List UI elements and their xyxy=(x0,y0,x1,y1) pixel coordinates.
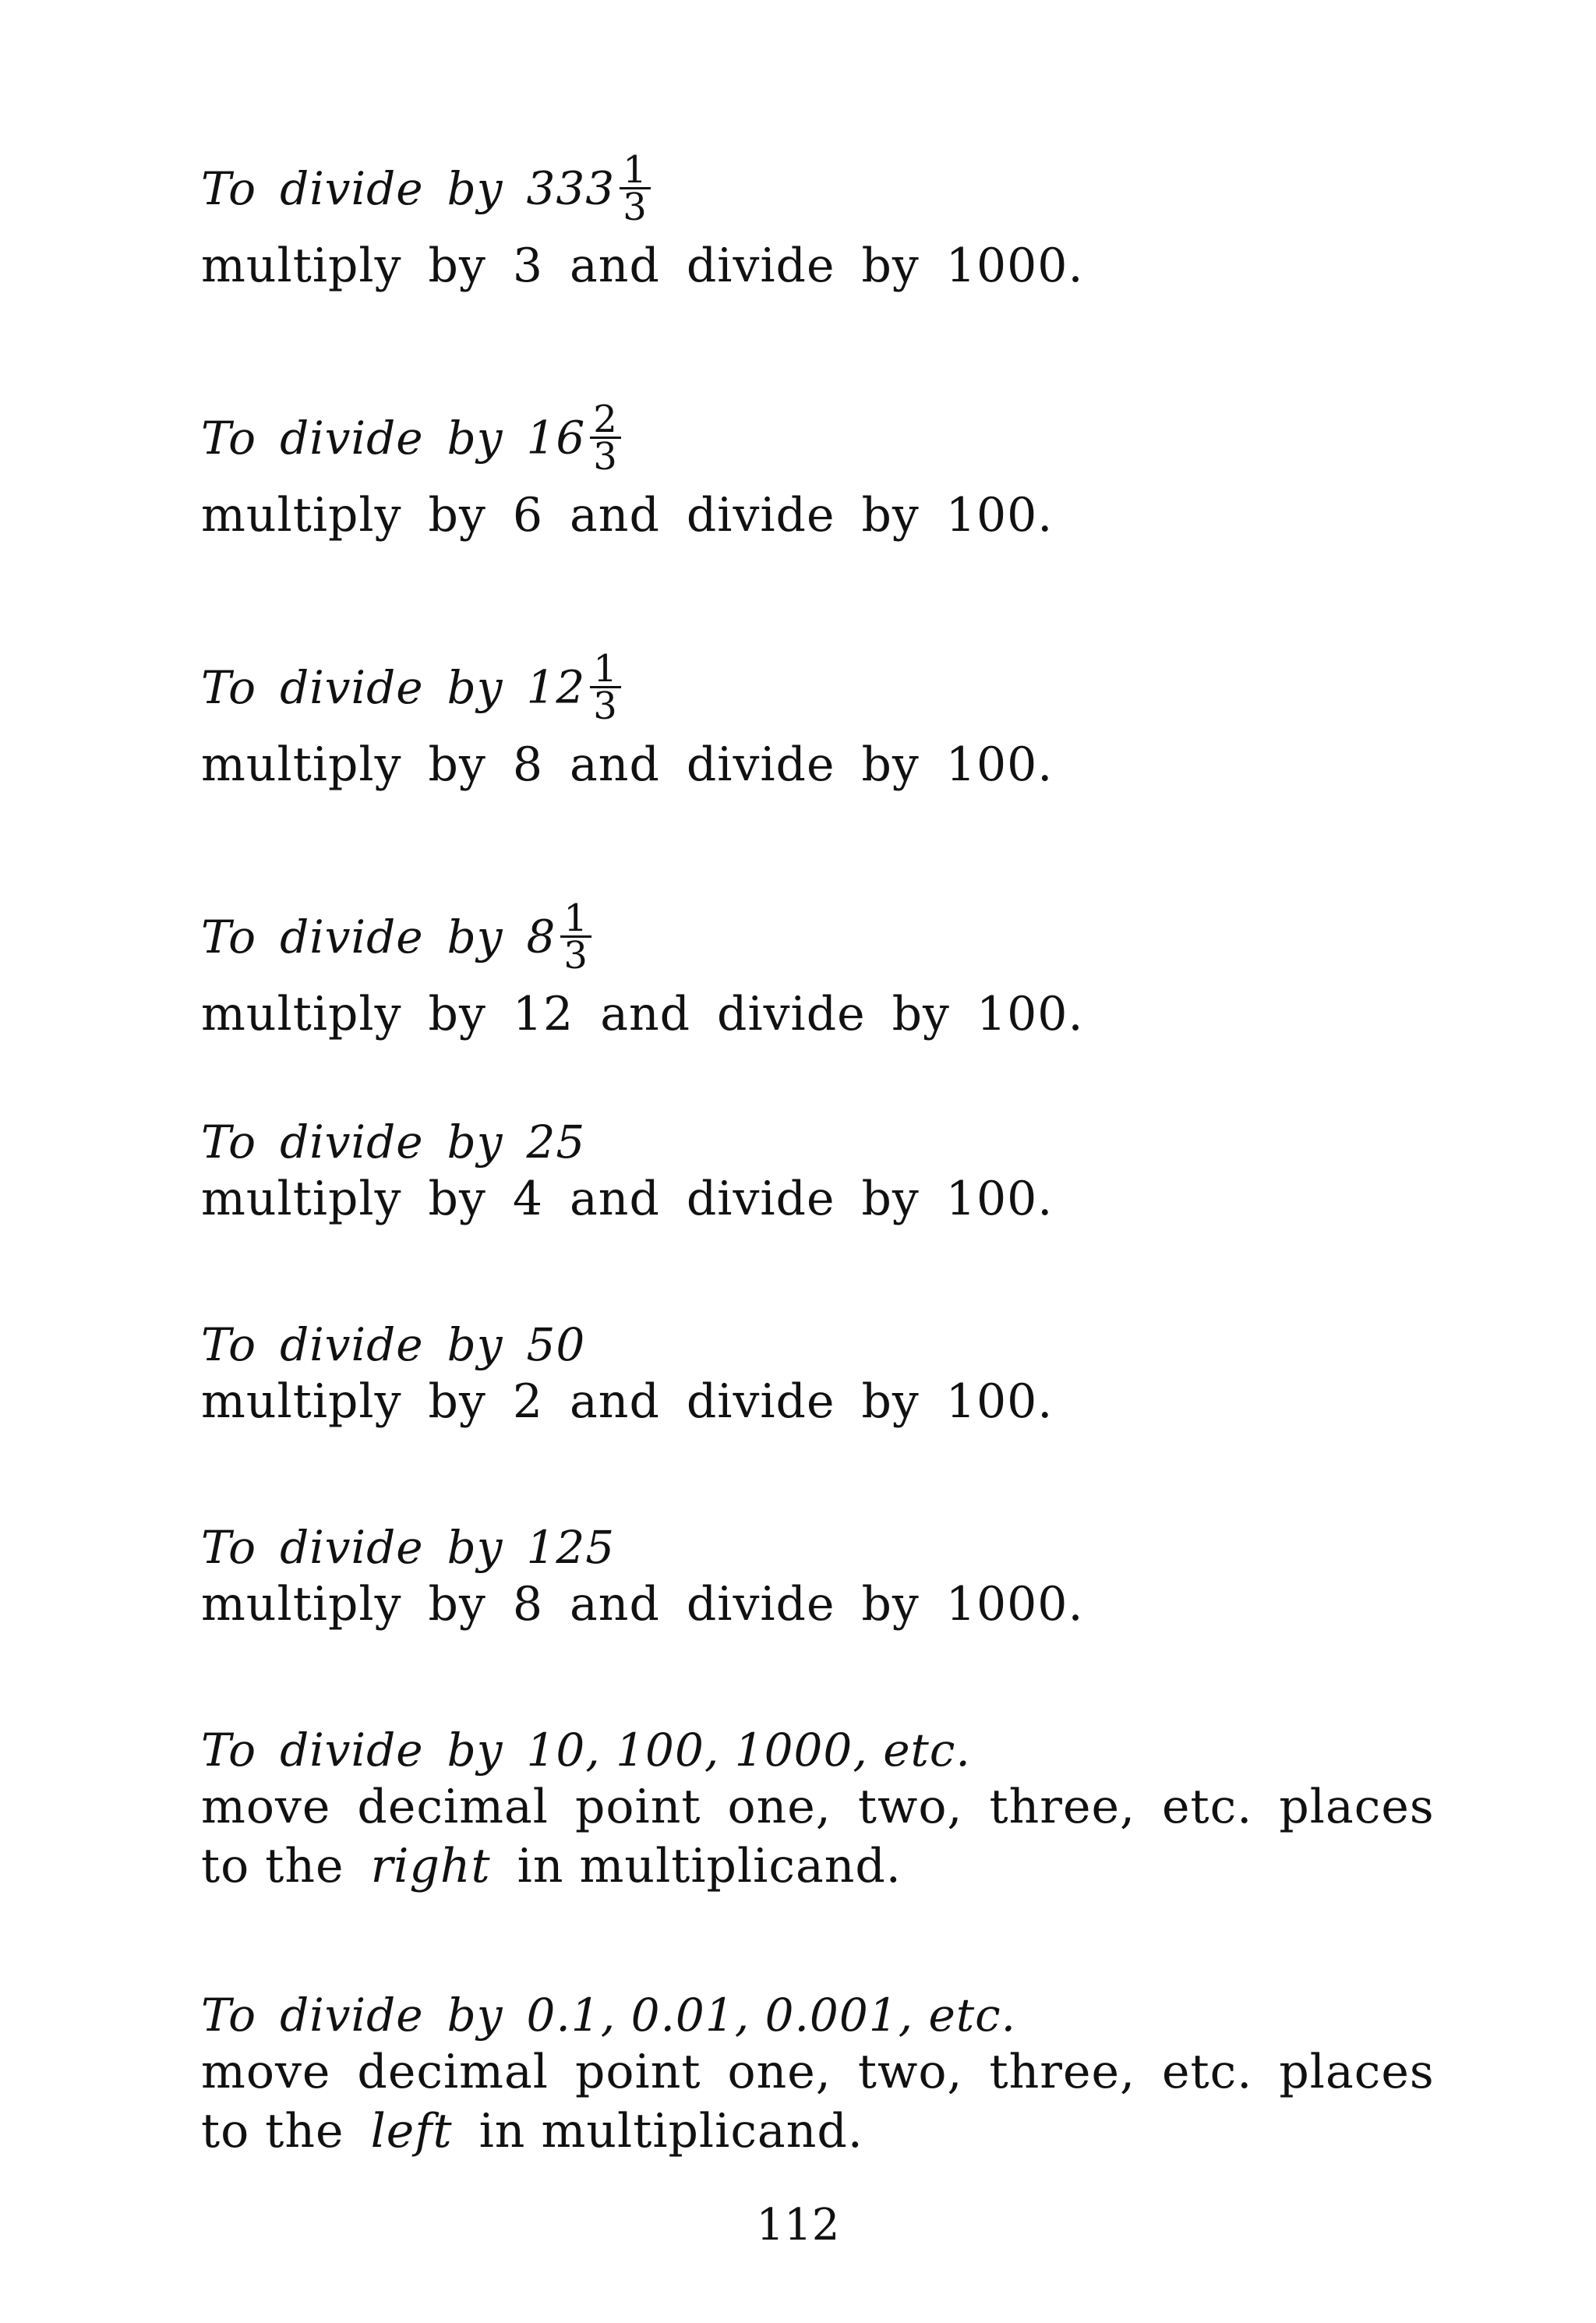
rule-16-two-thirds xyxy=(201,398,1448,545)
heading-word: To xyxy=(201,1521,257,1574)
instruction-word: by xyxy=(428,488,486,543)
rule-heading xyxy=(201,1988,1448,2042)
heading-word: To xyxy=(201,910,257,963)
rule-instruction xyxy=(201,985,1448,1044)
heading-word: To xyxy=(201,1724,257,1777)
instruction-word: one, xyxy=(727,1780,832,1834)
rule-instruction xyxy=(201,735,1448,794)
instruction-word: by xyxy=(861,239,920,293)
instruction-word: by xyxy=(861,1577,920,1632)
instruction-word: two, xyxy=(857,1780,963,1834)
instruction-word: multiply xyxy=(201,1172,402,1226)
heading-word: by xyxy=(447,161,503,215)
instruction-word: 100. xyxy=(945,1172,1054,1226)
instruction-word: by xyxy=(428,737,486,792)
rule-333-one-third xyxy=(201,148,1448,295)
instruction-word: divide xyxy=(717,987,866,1041)
divisor-fraction xyxy=(590,647,621,728)
divisor-whole: 125 xyxy=(526,1521,616,1574)
instruction-word: 4 xyxy=(512,1172,544,1226)
instruction-word: multiply xyxy=(201,737,402,792)
heading-word: by xyxy=(447,1724,503,1777)
rule-heading xyxy=(201,1723,1448,1777)
instruction-word: and xyxy=(570,737,660,792)
instruction-word: divide xyxy=(686,239,835,293)
instruction-word: divide xyxy=(686,1577,835,1632)
instruction-word: by xyxy=(428,1577,486,1632)
instruction-word: 12 xyxy=(512,987,574,1041)
rule-12-one-third xyxy=(201,647,1448,794)
heading-word: To xyxy=(201,411,257,465)
instruction-word: 100. xyxy=(945,737,1054,792)
instruction-word: 100. xyxy=(976,987,1084,1041)
instruction-text: in multiplicand. xyxy=(478,2104,863,2159)
divisor-list: 10, 100, 1000, etc. xyxy=(526,1724,971,1777)
rule-125 xyxy=(201,1520,1448,1634)
instruction-word: and xyxy=(600,987,691,1041)
heading-word: divide xyxy=(280,1116,424,1169)
instruction-word: decimal xyxy=(357,2045,549,2099)
instruction-word: etc. xyxy=(1162,1780,1253,1834)
rule-8-one-third xyxy=(201,896,1448,1044)
instruction-word: places xyxy=(1279,2045,1435,2099)
heading-word: by xyxy=(447,660,503,714)
rule-instruction-continued xyxy=(201,1837,1448,1896)
rule-instruction-continued xyxy=(201,2102,1448,2161)
rule-instruction xyxy=(201,236,1448,295)
rule-heading xyxy=(201,398,1448,479)
instruction-word: by xyxy=(428,987,486,1041)
heading-word: To xyxy=(201,1989,257,2042)
rule-25 xyxy=(201,1115,1448,1229)
instruction-word: multiply xyxy=(201,239,402,293)
instruction-word: three, xyxy=(989,2045,1136,2099)
instruction-text: to the xyxy=(201,1839,344,1893)
fraction-denominator: 3 xyxy=(563,934,588,978)
heading-word: To xyxy=(201,161,257,215)
instruction-word: and xyxy=(570,1577,660,1632)
instruction-word: divide xyxy=(686,1374,835,1429)
instruction-word: by xyxy=(428,1374,486,1429)
instruction-word: point xyxy=(575,1780,701,1834)
rule-instruction xyxy=(201,1575,1448,1634)
page-number: 112 xyxy=(756,2200,840,2251)
instruction-word: move xyxy=(201,1780,331,1834)
fraction-numerator: 1 xyxy=(620,153,651,189)
divisor-whole: 8 xyxy=(526,910,556,963)
heading-word: divide xyxy=(280,1989,424,2042)
rule-instruction xyxy=(201,1169,1448,1229)
divisor-whole: 25 xyxy=(526,1116,586,1169)
instruction-word: 100. xyxy=(945,1374,1054,1429)
instruction-word: and xyxy=(570,1172,660,1226)
instruction-word: 100. xyxy=(945,488,1054,543)
instruction-word: one, xyxy=(727,2045,832,2099)
rule-heading xyxy=(201,647,1448,728)
fraction-numerator: 1 xyxy=(560,901,591,938)
heading-word: divide xyxy=(280,660,424,714)
fraction-numerator: 2 xyxy=(590,402,621,439)
heading-word: by xyxy=(447,910,503,963)
divisor-list: 0.1, 0.01, 0.001, etc. xyxy=(526,1989,1017,2042)
rule-instruction xyxy=(201,1777,1448,1837)
divisor-whole: 12 xyxy=(526,660,586,714)
rule-heading xyxy=(201,1115,1448,1169)
heading-word: by xyxy=(447,411,503,465)
instruction-word: 3 xyxy=(512,239,544,293)
instruction-text: in multiplicand. xyxy=(517,1839,902,1893)
heading-word: divide xyxy=(280,910,424,963)
instruction-word: by xyxy=(892,987,950,1041)
instruction-word: by xyxy=(861,737,920,792)
fraction-denominator: 3 xyxy=(623,186,648,229)
rule-powers-of-ten xyxy=(201,1723,1448,1896)
divisor-whole: 50 xyxy=(526,1318,586,1371)
instruction-word: 8 xyxy=(512,1577,544,1632)
heading-word: divide xyxy=(280,161,424,215)
fraction-denominator: 3 xyxy=(593,684,618,728)
direction-emphasis: right xyxy=(370,1839,491,1893)
heading-word: divide xyxy=(280,411,424,465)
instruction-word: move xyxy=(201,2045,331,2099)
fraction-denominator: 3 xyxy=(593,435,618,479)
rule-heading xyxy=(201,148,1448,229)
instruction-text: to the xyxy=(201,2104,344,2159)
rule-heading xyxy=(201,1520,1448,1575)
heading-word: divide xyxy=(280,1318,424,1371)
heading-word: To xyxy=(201,1116,257,1169)
divisor-fraction xyxy=(620,148,651,229)
instruction-word: divide xyxy=(686,737,835,792)
rule-50 xyxy=(201,1317,1448,1431)
instruction-word: 1000. xyxy=(945,239,1084,293)
rule-instruction xyxy=(201,2042,1448,2102)
instruction-word: divide xyxy=(686,488,835,543)
rule-heading xyxy=(201,1317,1448,1372)
instruction-word: multiply xyxy=(201,1577,402,1632)
fraction-numerator: 1 xyxy=(590,652,621,688)
instruction-word: decimal xyxy=(357,1780,549,1834)
instruction-word: 8 xyxy=(512,737,544,792)
divisor-whole: 16 xyxy=(526,411,586,465)
instruction-word: point xyxy=(575,2045,701,2099)
heading-word: by xyxy=(447,1318,503,1371)
instruction-word: 1000. xyxy=(945,1577,1084,1632)
rule-heading xyxy=(201,896,1448,978)
divisor-whole: 333 xyxy=(526,161,616,215)
instruction-word: multiply xyxy=(201,1374,402,1429)
heading-word: by xyxy=(447,1521,503,1574)
instruction-word: 6 xyxy=(512,488,544,543)
instruction-word: multiply xyxy=(201,987,402,1041)
instruction-word: three, xyxy=(989,1780,1136,1834)
instruction-word: by xyxy=(861,488,920,543)
instruction-word: by xyxy=(428,239,486,293)
instruction-word: by xyxy=(428,1172,486,1226)
heading-word: by xyxy=(447,1116,503,1169)
instruction-word: and xyxy=(570,1374,660,1429)
direction-emphasis: left xyxy=(370,2104,453,2159)
instruction-word: etc. xyxy=(1162,2045,1253,2099)
instruction-word: and xyxy=(570,239,660,293)
heading-word: divide xyxy=(280,1724,424,1777)
instruction-word: by xyxy=(861,1172,920,1226)
instruction-word: places xyxy=(1279,1780,1435,1834)
rule-instruction xyxy=(201,1372,1448,1431)
instruction-word: two, xyxy=(857,2045,963,2099)
divisor-fraction xyxy=(560,896,591,978)
instruction-word: by xyxy=(861,1374,920,1429)
instruction-word: 2 xyxy=(512,1374,544,1429)
instruction-word: divide xyxy=(686,1172,835,1226)
heading-word: To xyxy=(201,660,257,714)
instruction-word: multiply xyxy=(201,488,402,543)
heading-word: by xyxy=(447,1989,503,2042)
heading-word: To xyxy=(201,1318,257,1371)
heading-word: divide xyxy=(280,1521,424,1574)
rule-instruction xyxy=(201,486,1448,545)
rule-decimal-fractions xyxy=(201,1988,1448,2161)
instruction-word: and xyxy=(570,488,660,543)
divisor-fraction xyxy=(590,398,621,479)
